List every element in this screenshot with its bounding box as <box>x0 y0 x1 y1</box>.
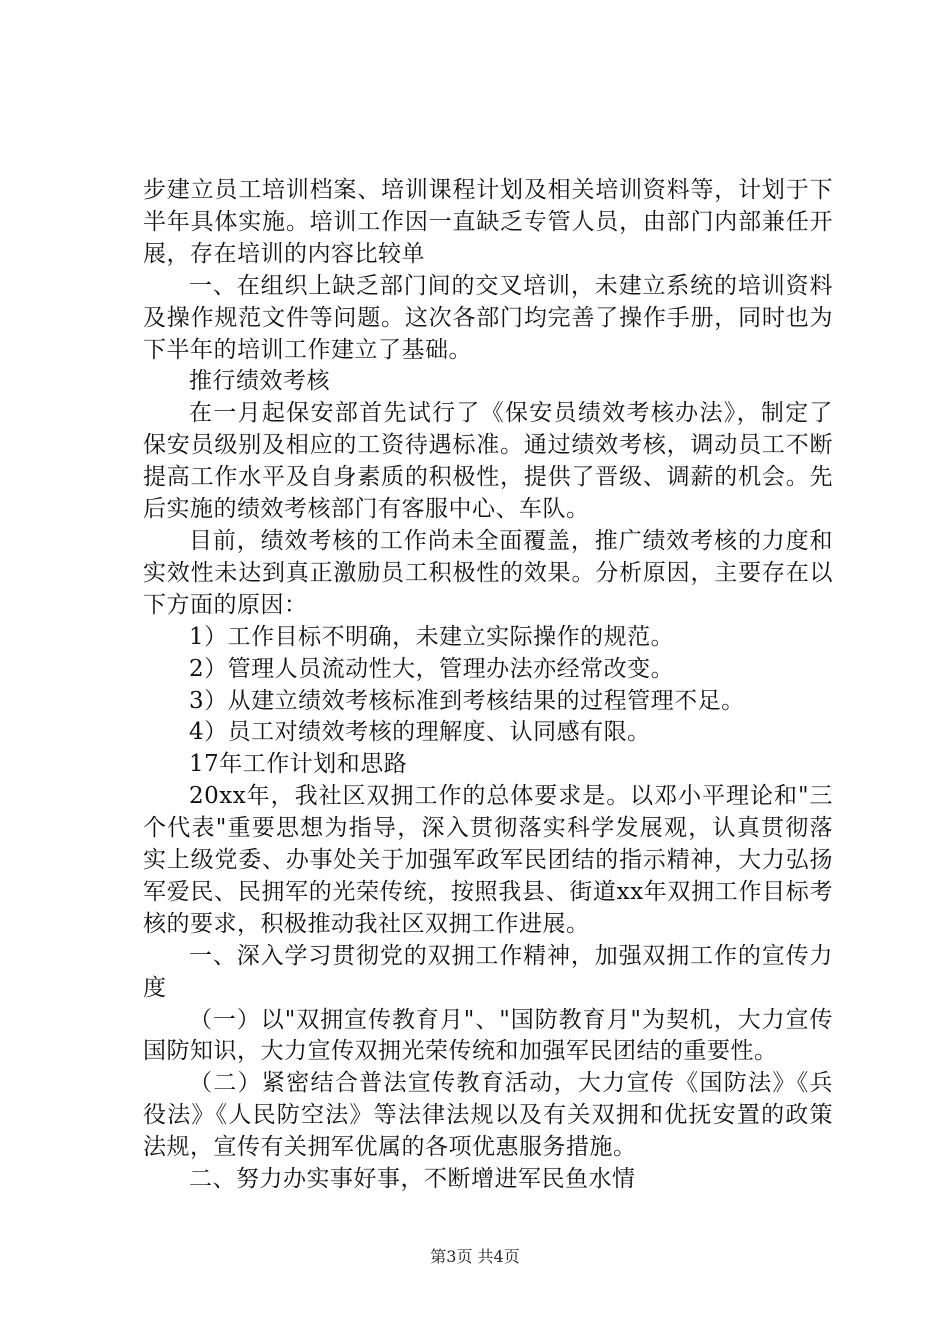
paragraph-15: 二、努力办实事好事，不断增进军民鱼水情 <box>189 1166 636 1193</box>
section-heading-plan: 17年工作计划和思路 <box>189 751 408 778</box>
list-item-2: 2）管理人员流动性大，管理办法亦经常改变。 <box>189 655 675 682</box>
paragraph-2: 一、在组织上缺乏部门间的交叉培训，未建立系统的培训资料及操作规范文件等问题。这次各部门均完善了操作手册，同时也为下半年的培训工作建立了基础。 <box>143 272 833 363</box>
document-body <box>143 175 833 1196</box>
page-footer: 第3页 共4页 <box>430 1247 520 1266</box>
paragraph-11: 20xx年，我社区双拥工作的总体要求是。以邓小平理论和"三个代表"重要思想为指导，深入贯彻落实科学发展观，认真贯彻落实上级党委、办事处关于加强军政军民团结的指示精神，大力弘扬军爱民、民拥军的光荣传统，按照我县、街道xx年双拥工作目标考核的要求，积极推动我社区双拥工作进展。 <box>143 783 833 937</box>
paragraph-13: （一）以"双拥宣传教育月"、"国防教育月"为契机，大力宣传国防知识，大力宣传双拥光荣传统和加强军民团结的重要性。 <box>143 1006 833 1065</box>
paragraph-1: 步建立员工培训档案、培训课程计划及相关培训资料等，计划于下半年具体实施。培训工作因一直缺乏专管人员，由部门内部兼任开展，存在培训的内容比较单 <box>143 177 833 267</box>
list-item-3: 3）从建立绩效考核标准到考核结果的过程管理不足。 <box>189 687 745 714</box>
paragraph-14: （二）紧密结合普法宣传教育活动，大力宣传《国防法》《兵役法》《人民防空法》等法律法规以及有关双拥和优抚安置的政策法规，宣传有关拥军优属的各项优惠服务措施。 <box>143 1070 833 1161</box>
paragraph-4: 在一月起保安部首先试行了《保安员绩效考核办法》，制定了保安员级别及相应的工资待遇标准。通过绩效考核，调动员工不断提高工作水平及自身素质的积极性，提供了晋级、调薪的机会。先后实施的绩效考核部门有客服中心、车队。 <box>143 400 833 523</box>
list-item-4: 4）员工对绩效考核的理解度、认同感有限。 <box>189 719 651 746</box>
list-item-1: 1）工作目标不明确，未建立实际操作的规范。 <box>189 623 675 650</box>
paragraph-12: 一、深入学习贯彻党的双拥工作精神，加强双拥工作的宣传力度 <box>143 942 833 1001</box>
paragraph-5: 目前，绩效考核的工作尚未全面覆盖，推广绩效考核的力度和实效性未达到真正激励员工积极性的效果。分析原因，主要存在以下方面的原因： <box>143 527 833 618</box>
section-heading-performance: 推行绩效考核 <box>189 368 330 395</box>
